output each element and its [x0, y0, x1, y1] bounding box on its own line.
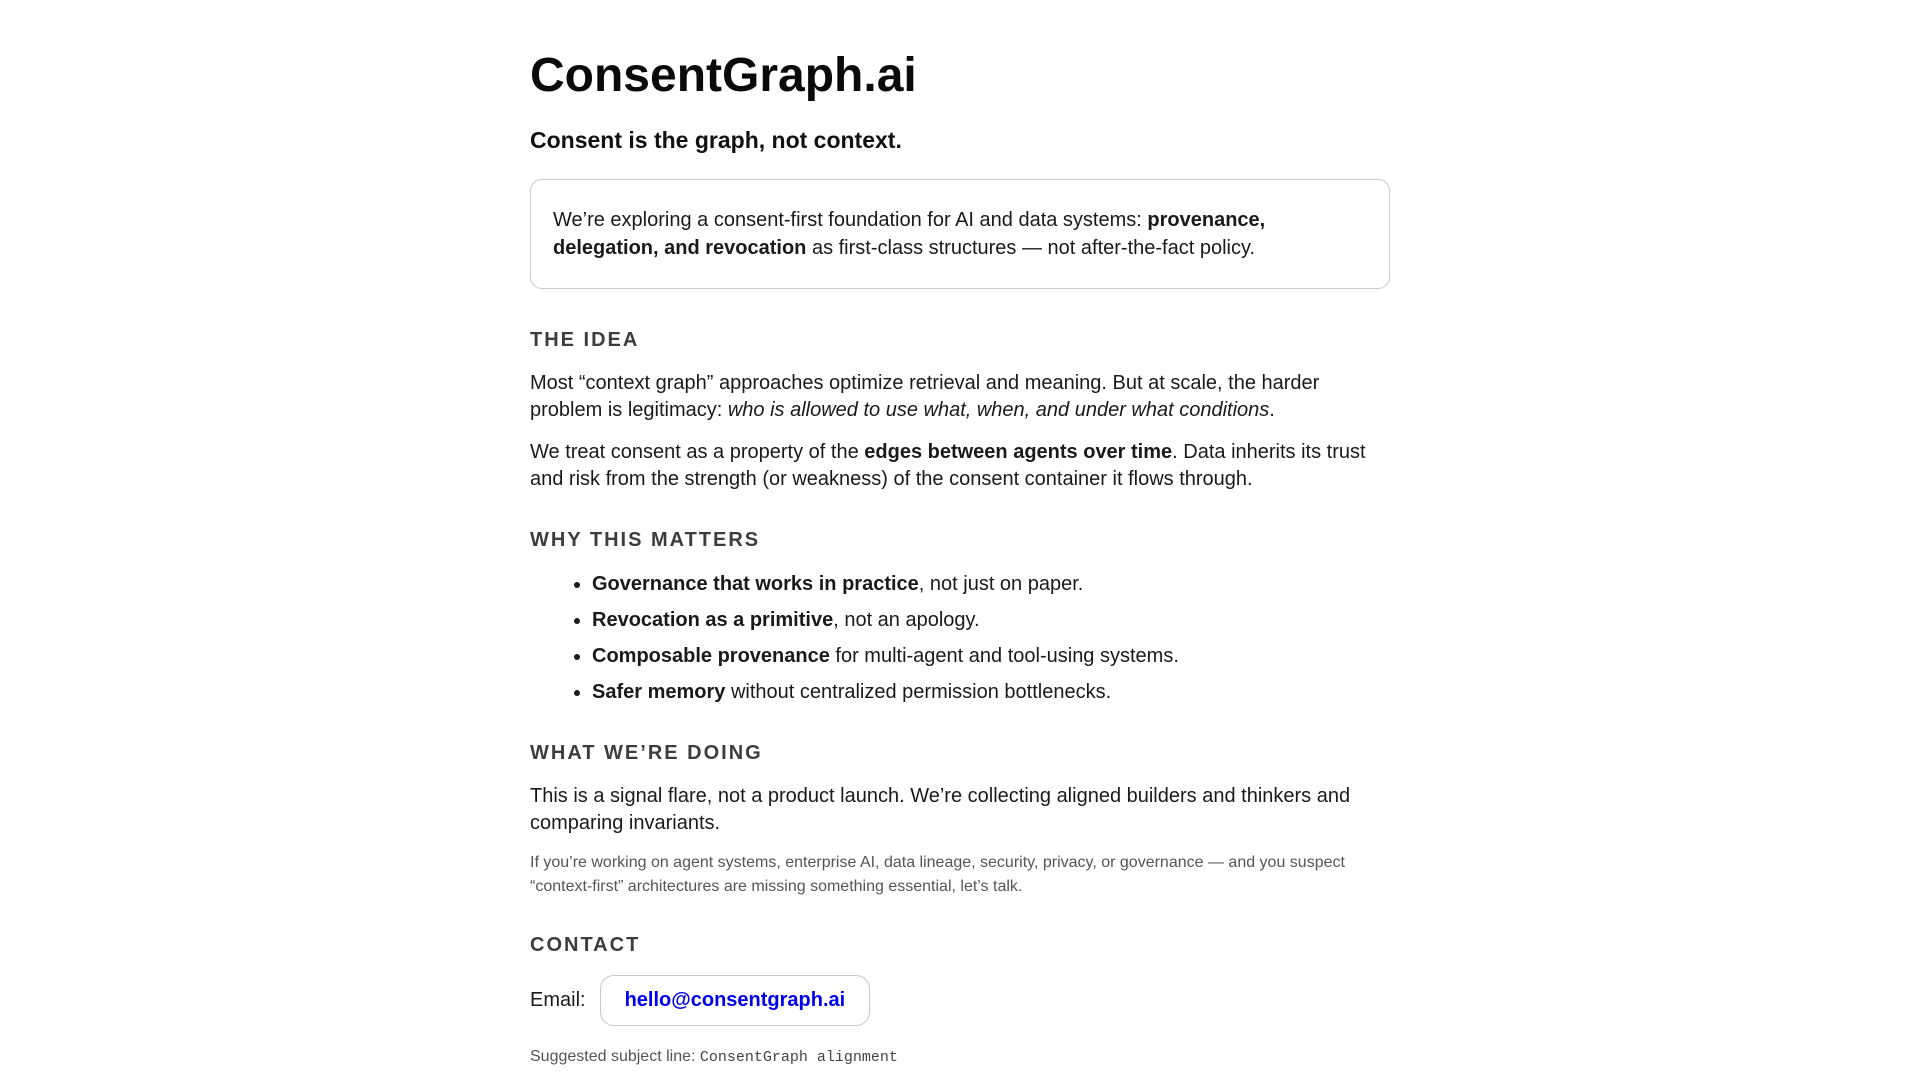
bullet-bold: Governance that works in practice	[592, 572, 919, 595]
intro-callout-box	[530, 179, 1390, 289]
why-bullet-list	[530, 570, 1390, 706]
bullet-rest: , not an apology.	[833, 608, 980, 631]
intro-text-before: We’re exploring a consent-first foundation for AI and data systems:	[553, 209, 1148, 232]
email-row	[530, 975, 1390, 1026]
section-the-idea	[530, 329, 1390, 493]
list-item	[592, 642, 1390, 670]
idea-paragraph-2	[530, 439, 1390, 493]
email-label: Email:	[530, 988, 586, 1011]
idea-p2-after: . Data inherits its trust and risk from the strength (or weakness) of the consent container it flows through.	[530, 440, 1366, 490]
idea-p2-before: We treat consent as a property of the	[530, 440, 865, 463]
email-link-button[interactable]: hello@consentgraph.ai	[600, 975, 871, 1026]
section-why-this-matters	[530, 529, 1390, 706]
doing-paragraph: This is a signal flare, not a product launch. We’re collecting aligned builders and thinkers and comparing invariants.	[530, 784, 1351, 835]
bullet-rest: without centralized permission bottlenecks.	[725, 680, 1112, 703]
idea-p2-bold: edges between agents over time	[864, 440, 1173, 463]
list-item	[592, 570, 1390, 598]
section-what-were-doing	[530, 742, 1390, 898]
idea-p1-before: Most “context graph” approaches optimize retrieval and meaning. But at scale, the harder problem is legitimacy:	[530, 372, 1320, 422]
bullet-bold: Revocation as a primitive	[592, 608, 834, 631]
tagline: Consent is the graph, not context.	[530, 127, 902, 154]
intro-text-after: as first-class structures — not after-the-fact policy.	[806, 237, 1256, 260]
subject-label: Suggested subject line:	[530, 1047, 696, 1065]
section-heading-why-this-matters: WHY THIS MATTERS	[530, 528, 761, 551]
bullet-rest: for multi-agent and tool-using systems.	[829, 644, 1179, 667]
intro-text-bold: provenance, delegation, and revocation	[553, 209, 1266, 260]
bullet-bold: Safer memory	[592, 680, 726, 703]
section-contact	[530, 934, 1390, 1066]
subject-value: ConsentGraph alignment	[699, 1048, 898, 1066]
list-item	[592, 606, 1390, 634]
suggested-subject-line	[530, 1048, 1390, 1066]
section-heading-contact: CONTACT	[530, 933, 641, 956]
list-item	[592, 678, 1390, 706]
page-title: ConsentGraph.ai	[530, 49, 917, 102]
section-heading-the-idea: THE IDEA	[530, 329, 640, 352]
doing-note: If you’re working on agent systems, enterprise AI, data lineage, security, privacy, or governance — and you suspect “context-first” architectures are missing something essential, let’s talk.	[530, 854, 1345, 895]
idea-paragraph-1	[530, 370, 1390, 424]
intro-text	[553, 206, 1367, 262]
section-heading-what-were-doing: WHAT WE’RE DOING	[530, 741, 763, 764]
content-column	[530, 0, 1390, 1080]
idea-p1-italic: who is allowed to use what, when, and under what conditions	[727, 399, 1270, 422]
idea-p1-after: .	[1269, 399, 1275, 422]
bullet-bold: Composable provenance	[592, 644, 830, 667]
bullet-rest: , not just on paper.	[918, 572, 1084, 595]
